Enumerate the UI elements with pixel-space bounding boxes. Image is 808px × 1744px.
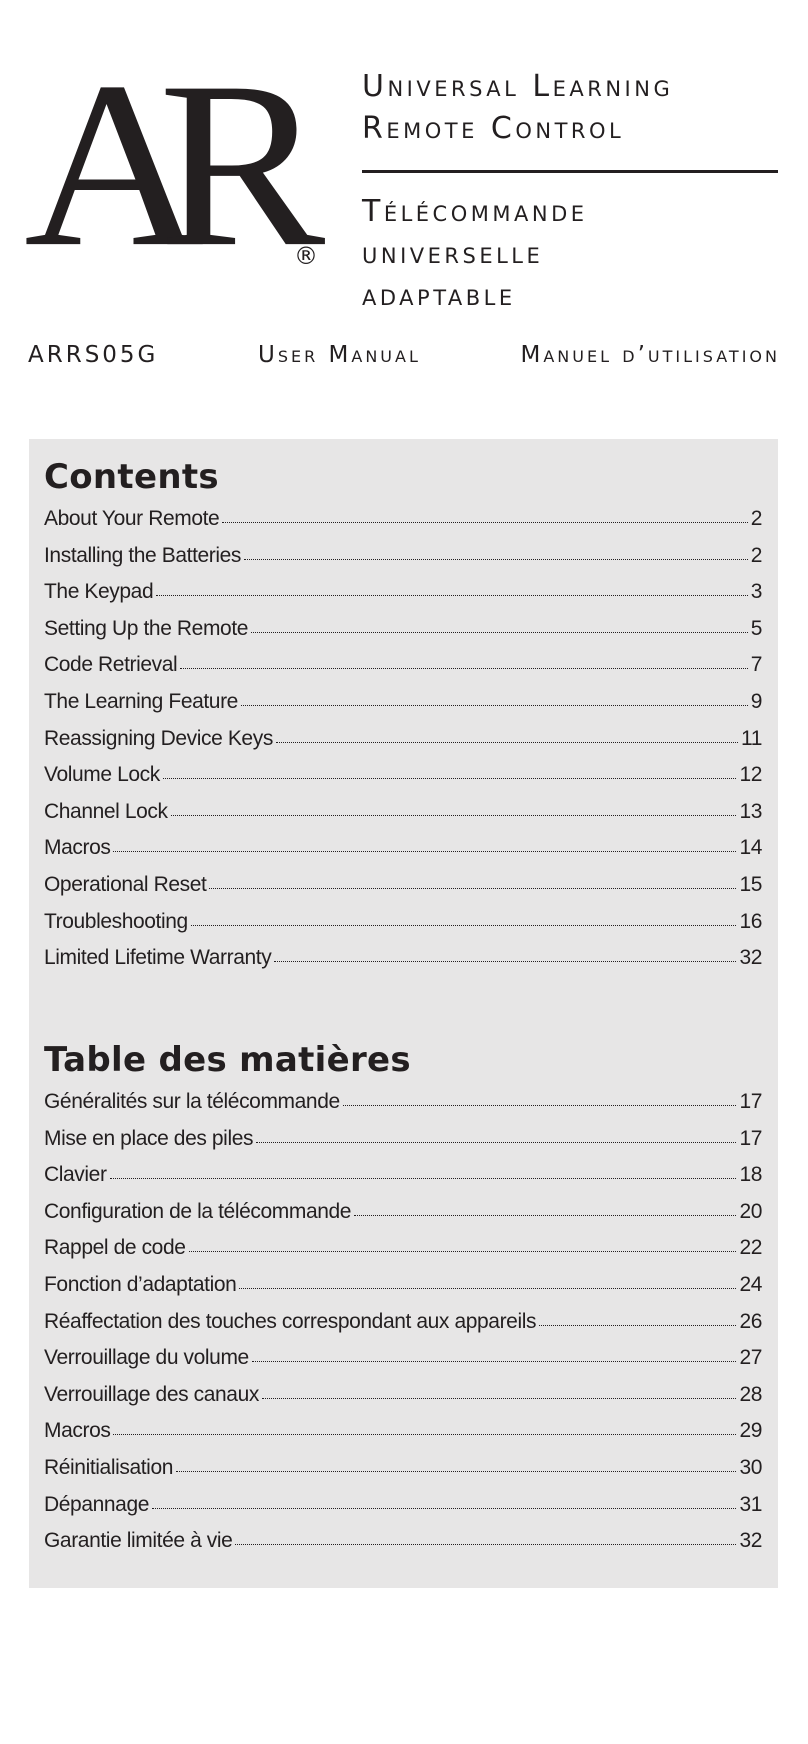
toc-entry-label: Troubleshooting <box>44 909 188 933</box>
dot-leader <box>244 559 748 560</box>
toc-entry-label: Code Retrieval <box>44 653 178 677</box>
toc-entry[interactable] <box>44 580 762 617</box>
manuel-label: Manuel d’utilisation <box>520 342 780 368</box>
toc-entry[interactable] <box>44 1456 762 1493</box>
toc-entry-label: Volume Lock <box>44 763 160 787</box>
manual-subheading <box>28 342 780 368</box>
toc-entry-label: Mise en place des piles <box>44 1126 254 1150</box>
toc-entry-label: Macros <box>44 836 111 860</box>
toc-entry[interactable] <box>44 544 762 581</box>
dot-leader <box>113 1434 736 1435</box>
toc-entry-page: 13 <box>739 799 762 823</box>
dot-leader <box>276 742 738 743</box>
toc-entry-page: 20 <box>739 1199 762 1223</box>
user-manual-label: User Manual <box>258 342 421 368</box>
dot-leader <box>110 1178 737 1179</box>
toc-entry-page: 16 <box>739 909 762 933</box>
dot-leader <box>252 1361 737 1362</box>
product-title-block <box>362 66 782 317</box>
toc-entry-label: Verrouillage des canaux <box>44 1382 259 1406</box>
toc-entry[interactable] <box>44 800 762 837</box>
toc-entry-page: 32 <box>739 946 762 970</box>
toc-entry-label: Verrouillage du volume <box>44 1346 249 1370</box>
dot-leader <box>235 1544 736 1545</box>
dot-leader <box>274 961 736 962</box>
dot-leader <box>256 1142 736 1143</box>
toc-entry-page: 32 <box>739 1529 762 1553</box>
dot-leader <box>209 888 736 889</box>
toc-entry-page: 7 <box>750 653 762 677</box>
dot-leader <box>262 1398 736 1399</box>
dot-leader <box>152 1508 736 1509</box>
toc-entry[interactable] <box>44 1310 762 1347</box>
toc-entry[interactable] <box>44 1236 762 1273</box>
dot-leader <box>156 595 747 596</box>
toc-entry[interactable] <box>44 873 762 910</box>
toc-entry-label: Fonction d’adaptation <box>44 1272 237 1296</box>
toc-entry-label: Réinitialisation <box>44 1455 174 1479</box>
toc-entry-label: Macros <box>44 1419 111 1443</box>
toc-entry-page: 28 <box>739 1382 762 1406</box>
toc-entry-label: The Keypad <box>44 580 154 604</box>
dot-leader <box>222 522 747 523</box>
dot-leader <box>239 1288 736 1289</box>
toc-entry-page: 22 <box>739 1236 762 1260</box>
toc-entry-page: 5 <box>750 616 762 640</box>
toc-entry-label: About Your Remote <box>44 507 220 530</box>
dot-leader <box>180 668 747 669</box>
toc-entry-label: Dépannage <box>44 1492 149 1516</box>
toc-entry-page: 9 <box>750 689 762 713</box>
toc-entry[interactable] <box>44 690 762 727</box>
toc-entry-label: Rappel de code <box>44 1236 186 1260</box>
table-of-contents-panel <box>29 439 778 1588</box>
dot-leader <box>354 1215 736 1216</box>
title-fr-line-2: universelle <box>362 236 544 271</box>
logo-letters: AR <box>24 33 280 297</box>
title-fr-line-3: adaptable <box>362 278 516 313</box>
toc-entry[interactable] <box>44 1163 762 1200</box>
toc-entry-label: Clavier <box>44 1163 107 1187</box>
dot-leader <box>171 815 737 816</box>
title-en-line-2: Remote Control <box>362 111 625 146</box>
toc-entry-page: 27 <box>739 1346 762 1370</box>
toc-entry[interactable] <box>44 763 762 800</box>
toc-entry-label: Setting Up the Remote <box>44 616 249 640</box>
toc-entry-label: Configuration de la télécommande <box>44 1199 352 1223</box>
toc-entry-label: Garantie limitée à vie <box>44 1529 233 1553</box>
toc-entry[interactable] <box>44 1200 762 1237</box>
dot-leader <box>539 1325 736 1326</box>
toc-entry-label: Réaffectation des touches correspondant aux appareils <box>44 1309 537 1333</box>
toc-entry[interactable] <box>44 1090 762 1127</box>
toc-entry-page: 12 <box>739 763 762 787</box>
model-number: ARRS05G <box>28 342 159 368</box>
dot-leader <box>113 851 736 852</box>
title-fr-line-1: Télécommande <box>362 194 588 229</box>
toc-entry-label: Limited Lifetime Warranty <box>44 946 272 970</box>
table-des-matieres-heading: Table des matières <box>44 1040 411 1080</box>
toc-entry-page: 2 <box>750 507 762 530</box>
toc-entry-page: 2 <box>750 543 762 567</box>
toc-entry-label: Reassigning Device Keys <box>44 726 273 750</box>
toc-entry[interactable] <box>44 836 762 873</box>
toc-entry[interactable] <box>44 946 762 983</box>
toc-entry-page: 29 <box>739 1419 762 1443</box>
toc-entry[interactable] <box>44 1383 762 1420</box>
toc-entry-label: Installing the Batteries <box>44 543 242 567</box>
toc-entry[interactable] <box>44 1346 762 1383</box>
ar-logo <box>24 33 324 297</box>
dot-leader <box>241 705 748 706</box>
toc-entry-label: The Learning Feature <box>44 689 238 713</box>
toc-entry[interactable] <box>44 653 762 690</box>
toc-entry[interactable] <box>44 1419 762 1456</box>
dot-leader <box>251 632 748 633</box>
toc-entry[interactable] <box>44 1529 762 1566</box>
toc-entry[interactable] <box>44 727 762 764</box>
toc-entry-page: 17 <box>739 1090 762 1113</box>
toc-entry-page: 17 <box>739 1126 762 1150</box>
contents-list <box>44 507 762 983</box>
toc-entry-page: 15 <box>739 872 762 896</box>
dot-leader <box>191 925 737 926</box>
toc-entry-page: 26 <box>739 1309 762 1333</box>
dot-leader <box>176 1471 736 1472</box>
toc-entry[interactable] <box>44 617 762 654</box>
toc-entry-page: 3 <box>750 580 762 604</box>
dot-leader <box>163 778 737 779</box>
toc-entry-label: Channel Lock <box>44 799 168 823</box>
toc-entry-page: 14 <box>739 836 762 860</box>
toc-entry-page: 24 <box>739 1272 762 1296</box>
toc-entry-label: Généralités sur la télécommande <box>44 1090 340 1113</box>
table-des-matieres-list <box>44 1090 762 1566</box>
toc-entry-page: 30 <box>739 1455 762 1479</box>
toc-entry[interactable] <box>44 1127 762 1164</box>
dot-leader <box>343 1105 737 1106</box>
dot-leader <box>189 1251 737 1252</box>
toc-entry[interactable] <box>44 507 762 544</box>
title-en-line-1: Universal Learning <box>362 69 674 104</box>
toc-entry-label: Operational Reset <box>44 872 207 896</box>
contents-heading: Contents <box>44 457 219 497</box>
toc-entry-page: 11 <box>741 726 762 750</box>
registered-mark: ® <box>294 242 318 270</box>
toc-entry[interactable] <box>44 1493 762 1530</box>
toc-entry-page: 18 <box>739 1163 762 1187</box>
title-divider <box>362 170 778 173</box>
toc-entry[interactable] <box>44 1273 762 1310</box>
toc-entry[interactable] <box>44 910 762 947</box>
toc-entry-page: 31 <box>739 1492 762 1516</box>
